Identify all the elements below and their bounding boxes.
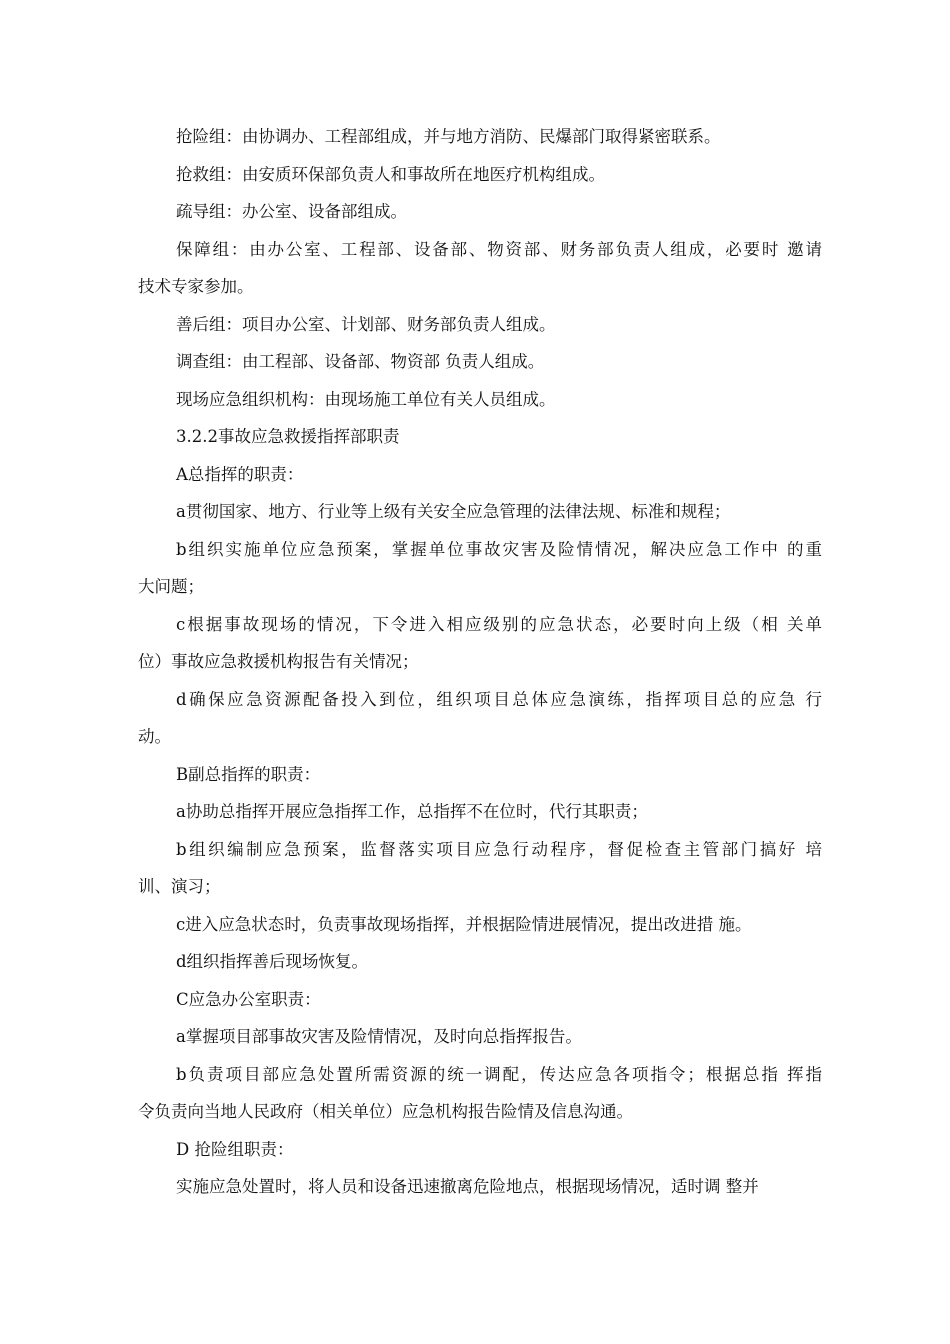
paragraph-line: 动。 [138,727,171,746]
paragraph-line: d组织指挥善后现场恢复。 [176,952,369,971]
paragraph [138,793,822,831]
paragraph-line: a掌握项目部事故灾害及险情情况，及时向总指挥报告。 [176,1027,582,1046]
paragraph [138,156,822,194]
paragraph-line: 3.2.2事故应急救援指挥部职责 [176,427,400,446]
paragraph [138,343,822,381]
paragraph [138,118,822,156]
paragraph [138,493,822,531]
paragraph-line: 调查组：由工程部、设备部、物资部 负责人组成。 [176,352,545,371]
paragraph-line: 训、演习； [138,877,221,896]
paragraph [138,606,822,681]
paragraph [138,756,822,794]
paragraph [138,1056,822,1131]
paragraph-line: B副总指挥的职责： [176,764,321,784]
paragraph [138,681,822,756]
paragraph [138,981,822,1019]
paragraph-line: 疏导组：办公室、设备部组成。 [176,202,407,221]
paragraph [138,306,822,344]
paragraph-line: 现场应急组织机构：由现场施工单位有关人员组成。 [176,389,556,409]
paragraph-line: 技术专家参加。 [138,277,254,296]
paragraph-line: d确保应急资源配备投入到位，组织项目总体应急演练，指挥项目总的应急 行 [176,689,822,709]
paragraph-line: b组织编制应急预案，监督落实项目应急行动程序，督促检查主管部门搞好 培 [176,839,822,859]
paragraph [138,1018,822,1056]
paragraph-line: C应急办公室职责： [176,989,321,1009]
paragraph [138,1168,822,1206]
paragraph-line: 位）事故应急救援机构报告有关情况； [138,652,419,671]
paragraph [138,943,822,981]
paragraph [138,231,822,306]
paragraph-line: c根据事故现场的情况，下令进入相应级别的应急状态，必要时向上级（相 关单 [176,614,822,634]
paragraph-line: a协助总指挥开展应急指挥工作，总指挥不在位时，代行其职责； [176,802,648,821]
paragraph-line: a贯彻国家、地方、行业等上级有关安全应急管理的法律法规、标准和规程； [176,502,731,521]
paragraph-line: D 抢险组职责： [176,1139,294,1159]
paragraph-line: b负责项目部应急处置所需资源的统一调配，传达应急各项指令；根据总指 挥指 [176,1064,822,1084]
paragraph-line: 保障组：由办公室、工程部、设备部、物资部、财务部负责人组成，必要时 邀请 [176,239,822,259]
paragraph [138,381,822,419]
paragraph-line: 令负责向当地人民政府（相关单位）应急机构报告险情及信息沟通。 [138,1102,633,1121]
paragraph [138,906,822,944]
paragraph [138,456,822,494]
document-body [138,118,822,1206]
paragraph-line: 抢险组：由协调办、工程部组成，并与地方消防、民爆部门取得紧密联系。 [176,127,721,146]
paragraph-line: A总指挥的职责： [176,464,304,484]
paragraph [138,193,822,231]
paragraph-line: c进入应急状态时，负责事故现场指挥，并根据险情进展情况，提出改进措 施。 [176,914,752,934]
paragraph-line: 抢救组：由安质环保部负责人和事故所在地医疗机构组成。 [176,164,605,184]
paragraph-line: 大问题； [138,577,204,596]
paragraph-line: b组织实施单位应急预案，掌握单位事故灾害及险情情况，解决应急工作中 的重 [176,539,822,559]
paragraph-line: 善后组：项目办公室、计划部、财务部负责人组成。 [176,314,556,334]
paragraph [138,1131,822,1169]
paragraph [138,831,822,906]
paragraph [138,418,822,456]
paragraph [138,531,822,606]
paragraph-line: 实施应急处置时，将人员和设备迅速撤离危险地点，根据现场情况，适时调 整并 [176,1177,759,1196]
